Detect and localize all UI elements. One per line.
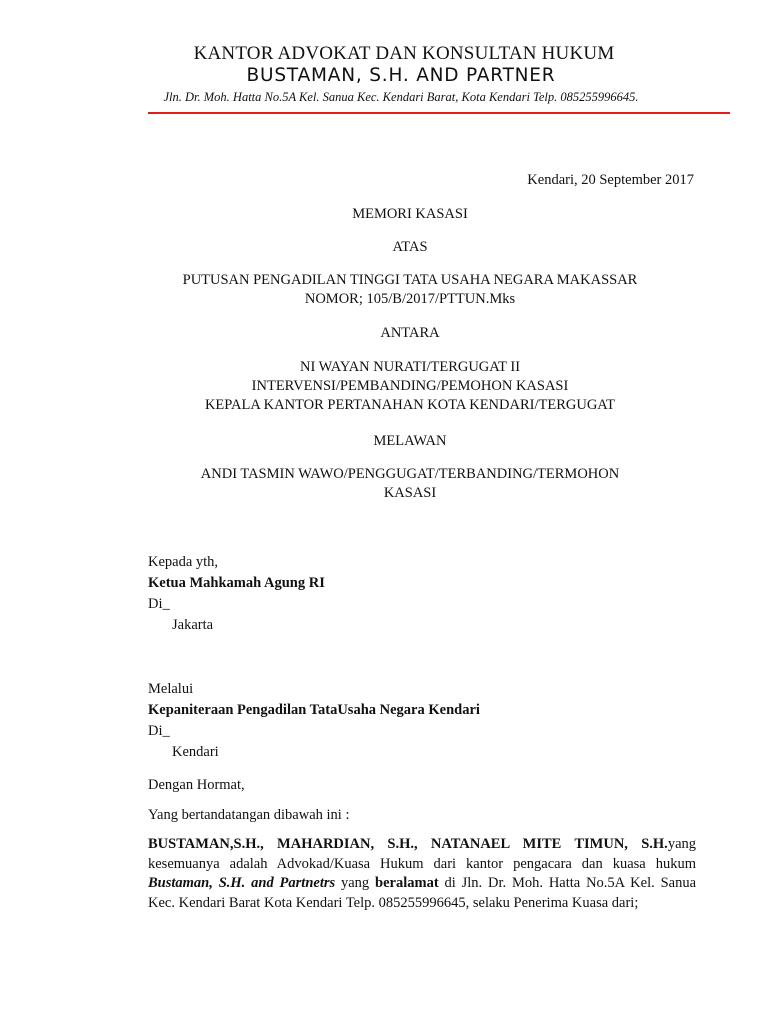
- heading-melawan: MELAWAN: [373, 433, 447, 449]
- putusan-line-2: NOMOR; 105/B/2017/PTTUN.Mks: [304, 291, 516, 307]
- addressee-greeting: Kepada yth,: [148, 554, 219, 570]
- addressee-recipient: Ketua Mahkamah Agung RI: [148, 575, 325, 591]
- party-one: [148, 358, 672, 415]
- heading-antara: ANTARA: [380, 325, 440, 341]
- salutation: Dengan Hormat,: [148, 777, 245, 793]
- beralamat-keyword: beralamat: [375, 875, 439, 891]
- body-text-2: yang: [335, 875, 376, 891]
- party-two: [148, 465, 672, 503]
- body-text-3: di Jln. Dr. Moh. Hatta No.5A Kel. Sanua Kec. Kendari Barat Kota Kendari Telp. 085255996645, selaku Penerima Kuasa dari;: [148, 875, 697, 911]
- firm-address: Jln. Dr. Moh. Hatta No.5A Kel. Sanua Kec. Kendari Barat, Kota Kendari Telp. 085255996645.: [163, 90, 639, 104]
- firm-name: BUSTAMAN, S.H. AND PARTNER: [246, 65, 556, 86]
- attorney-names: BUSTAMAN,S.H., MAHARDIAN, S.H., NATANAEL MITE TIMUN, S.H.: [148, 836, 668, 852]
- letterhead: [0, 44, 768, 105]
- body-text-1: yang kesemuanya adalah Advokad/Kuasa Hukum dari kantor pengacara dan kuasa hukum: [148, 836, 696, 872]
- via-office: Kepaniteraan Pengadilan TataUsaha Negara Kendari: [148, 702, 480, 718]
- heading-memori-kasasi: MEMORI KASASI: [352, 206, 468, 222]
- party-two-line-2: KASASI: [383, 485, 437, 501]
- addressee-block: [148, 553, 696, 635]
- heading-putusan: [148, 271, 672, 309]
- putusan-line-1: PUTUSAN PENGADILAN TINGGI TATA USAHA NEGARA MAKASSAR: [182, 272, 638, 288]
- party-one-line-1: NI WAYAN NURATI/TERGUGAT II: [299, 359, 521, 375]
- letter-date: Kendari, 20 September 2017: [527, 172, 694, 188]
- via-label: Melalui: [148, 681, 194, 697]
- party-one-line-3: KEPALA KANTOR PERTANAHAN KOTA KENDARI/TERGUGAT: [204, 397, 616, 413]
- heading-atas: ATAS: [392, 239, 428, 255]
- addressee-city: Jakarta: [172, 617, 214, 633]
- via-city: Kendari: [172, 744, 219, 760]
- addressee-di: Di_: [148, 596, 170, 612]
- party-one-line-2: INTERVENSI/PEMBANDING/PEMOHON KASASI: [251, 378, 569, 394]
- firm-title: KANTOR ADVOKAT DAN KONSULTAN HUKUM: [193, 43, 615, 64]
- letterhead-divider: [148, 112, 730, 114]
- via-di: Di_: [148, 723, 170, 739]
- via-block: [148, 680, 696, 762]
- body-paragraph: [148, 835, 696, 913]
- intro-line: Yang bertandatangan dibawah ini :: [148, 807, 350, 823]
- party-two-line-1: ANDI TASMIN WAWO/PENGGUGAT/TERBANDING/TERMOHON: [200, 466, 620, 482]
- firm-reference: Bustaman, S.H. and Partnetrs: [148, 875, 336, 891]
